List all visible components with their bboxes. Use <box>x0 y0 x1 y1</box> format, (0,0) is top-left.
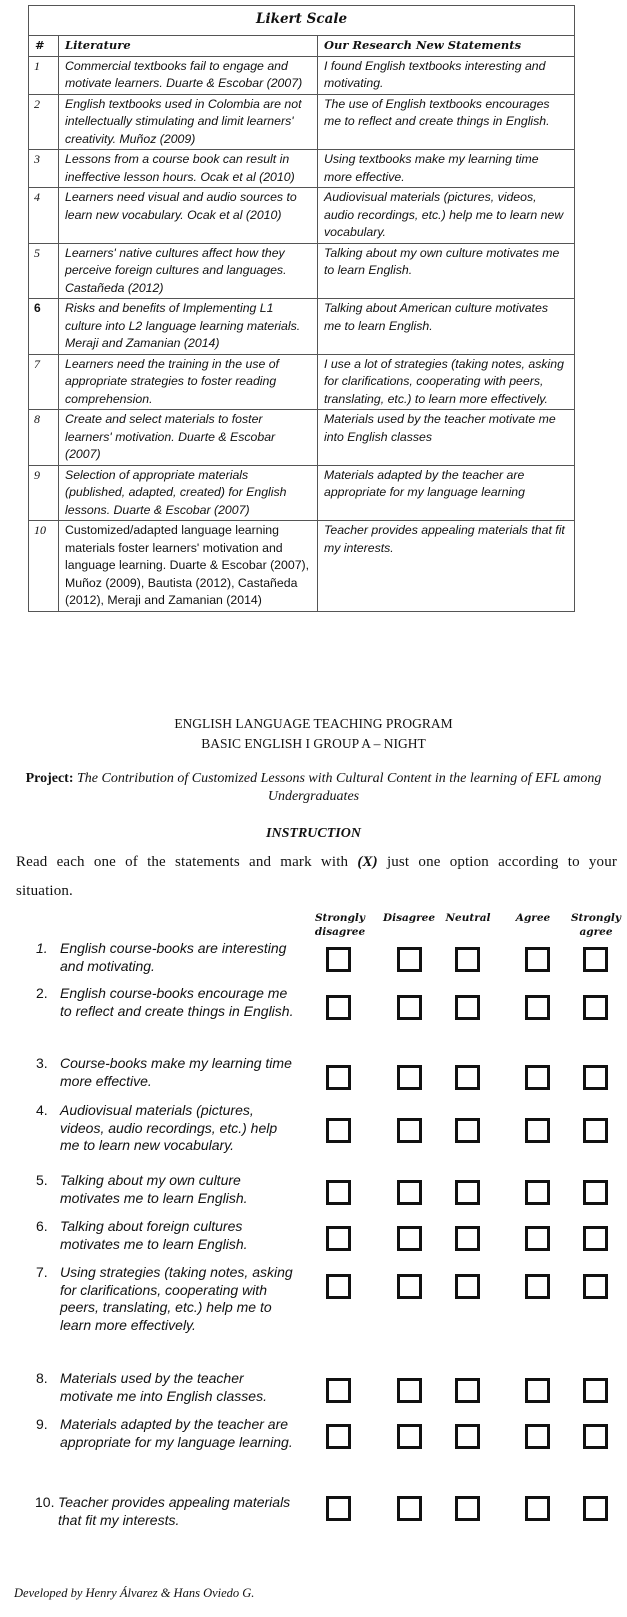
likert-scale-table <box>28 5 575 612</box>
checkbox-q2-agree[interactable] <box>525 995 550 1020</box>
literature-cell: Learners need visual and audio sources to learn new vocabulary. Ocak et al (2010) <box>59 188 318 244</box>
literature-cell: Learners need the training in the use of appropriate strategies to foster reading comprehension. <box>59 354 318 410</box>
checkbox-q7-agree[interactable] <box>525 1274 550 1299</box>
checkbox-q2-strongly-disagree[interactable] <box>326 995 351 1020</box>
checkbox-q6-disagree[interactable] <box>397 1226 422 1251</box>
question-number: 10. <box>35 1494 55 1510</box>
row-number: 10 <box>29 521 59 612</box>
question-text: English course-books encourage me to reflect and create things in English. <box>60 985 294 1019</box>
checkbox-q4-neutral[interactable] <box>455 1118 480 1143</box>
question-item-6 <box>36 1218 298 1253</box>
checkbox-q7-strongly-disagree[interactable] <box>326 1274 351 1299</box>
row-number: 2 <box>29 94 59 150</box>
question-item-3 <box>36 1055 298 1090</box>
checkbox-q6-neutral[interactable] <box>455 1226 480 1251</box>
checkbox-q6-strongly-agree[interactable] <box>583 1226 608 1251</box>
statement-cell: I use a lot of strategies (taking notes, asking for clarifications, cooperating with peers, translating, etc.) to learn more effectively. <box>318 354 575 410</box>
question-item-9 <box>36 1416 298 1451</box>
literature-cell: Selection of appropriate materials (published, adapted, created) for English lessons. Duarte & Escobar (2007) <box>59 465 318 521</box>
table-title-row <box>29 6 575 36</box>
checkbox-q9-strongly-agree[interactable] <box>583 1424 608 1449</box>
statement-cell: Talking about my own culture motivates me to learn English. <box>318 243 575 299</box>
row-number: 1 <box>29 56 59 94</box>
table-row <box>29 94 575 150</box>
checkbox-q6-strongly-disagree[interactable] <box>326 1226 351 1251</box>
checkbox-q5-strongly-agree[interactable] <box>583 1180 608 1205</box>
question-item-8 <box>36 1370 298 1405</box>
question-text: Materials used by the teacher motivate me into English classes. <box>60 1370 267 1404</box>
table-row <box>29 188 575 244</box>
table-row <box>29 410 575 466</box>
checkbox-q5-neutral[interactable] <box>455 1180 480 1205</box>
checkbox-q6-agree[interactable] <box>525 1226 550 1251</box>
table-row <box>29 465 575 521</box>
literature-cell: Learners' native cultures affect how they perceive foreign cultures and languages. Castañeda (2012) <box>59 243 318 299</box>
checkbox-q10-agree[interactable] <box>525 1496 550 1521</box>
question-number: 5. <box>36 1172 48 1188</box>
checkbox-q9-neutral[interactable] <box>455 1424 480 1449</box>
checkbox-q9-strongly-disagree[interactable] <box>326 1424 351 1449</box>
checkbox-q5-agree[interactable] <box>525 1180 550 1205</box>
checkbox-q8-strongly-disagree[interactable] <box>326 1378 351 1403</box>
checkbox-q9-agree[interactable] <box>525 1424 550 1449</box>
checkbox-q4-strongly-disagree[interactable] <box>326 1118 351 1143</box>
checkbox-q4-disagree[interactable] <box>397 1118 422 1143</box>
literature-cell: Commercial textbooks fail to engage and motivate learners. Duarte & Escobar (2007) <box>59 56 318 94</box>
question-number: 9. <box>36 1416 48 1432</box>
question-item-2 <box>36 985 298 1020</box>
row-number: 8 <box>29 410 59 466</box>
checkbox-q3-strongly-disagree[interactable] <box>326 1065 351 1090</box>
checkbox-q2-strongly-agree[interactable] <box>583 995 608 1020</box>
scale-header-disagree: Disagree <box>382 912 436 924</box>
project-label: Project <box>25 771 69 786</box>
statement-cell: Teacher provides appealing materials that fit my interests. <box>318 521 575 612</box>
checkbox-q1-disagree[interactable] <box>397 947 422 972</box>
question-number: 4. <box>36 1102 48 1118</box>
checkbox-q10-disagree[interactable] <box>397 1496 422 1521</box>
statement-cell: I found English textbooks interesting and motivating. <box>318 56 575 94</box>
project-title: The Contribution of Customized Lessons with Cultural Content in the learning of EFL among Undergraduates <box>77 771 602 804</box>
question-text: Materials adapted by the teacher are appropriate for my language learning. <box>60 1416 293 1450</box>
x-mark: (X) <box>357 854 378 870</box>
literature-cell: Customized/adapted language learning materials foster learners' motivation and language learning. Duarte & Escobar (2007), Muñoz (2009), Bautista (2012), Castañeda (2012), Meraji and Zamanian (2014) <box>59 521 318 612</box>
statement-cell: Materials adapted by the teacher are appropriate for my language learning <box>318 465 575 521</box>
statement-cell: Using textbooks make my learning time more effective. <box>318 150 575 188</box>
checkbox-q7-strongly-agree[interactable] <box>583 1274 608 1299</box>
footer-credit: Developed by Henry Álvarez & Hans Oviedo G. <box>14 1586 255 1600</box>
scale-header-agree: Agree <box>515 912 551 924</box>
row-number: 3 <box>29 150 59 188</box>
table-row <box>29 354 575 410</box>
checkbox-q9-disagree[interactable] <box>397 1424 422 1449</box>
checkbox-q3-strongly-agree[interactable] <box>583 1065 608 1090</box>
checkbox-q10-strongly-agree[interactable] <box>583 1496 608 1521</box>
table-title: Likert Scale <box>29 6 575 36</box>
row-number: 5 <box>29 243 59 299</box>
statement-cell: The use of English textbooks encourages me to reflect and create things in English. <box>318 94 575 150</box>
literature-cell: English textbooks used in Colombia are not intellectually stimulating and limit learners' creativity. Muñoz (2009) <box>59 94 318 150</box>
scale-header-neutral: Neutral <box>445 912 491 924</box>
statement-cell: Materials used by the teacher motivate me into English classes <box>318 410 575 466</box>
checkbox-q3-agree[interactable] <box>525 1065 550 1090</box>
column-header-statements: Our Research New Statements <box>318 36 575 57</box>
checkbox-q7-neutral[interactable] <box>455 1274 480 1299</box>
row-number: 9 <box>29 465 59 521</box>
table-row <box>29 56 575 94</box>
question-text: Audiovisual materials (pictures, videos, audio recordings, etc.) help me to learn new vocabulary. <box>60 1102 278 1153</box>
checkbox-q3-neutral[interactable] <box>455 1065 480 1090</box>
question-number: 6. <box>36 1218 48 1234</box>
checkbox-q10-neutral[interactable] <box>455 1496 480 1521</box>
scale-header-strongly-disagree: Strongly disagree <box>314 912 366 938</box>
instruction-text: Read each one of the statements and mark with (X) just one option according to your situation. <box>16 854 617 899</box>
table-row <box>29 521 575 612</box>
question-number: 2. <box>36 985 48 1001</box>
literature-cell: Risks and benefits of Implementing L1 culture into L2 language learning materials. Meraji and Zamanian (2014) <box>59 299 318 355</box>
table-row <box>29 243 575 299</box>
checkbox-q2-neutral[interactable] <box>455 995 480 1020</box>
literature-cell: Lessons from a course book can result in ineffective lesson hours. Ocak et al (2010) <box>59 150 318 188</box>
program-group: BASIC ENGLISH I GROUP A – NIGHT <box>201 736 426 751</box>
checkbox-q4-strongly-agree[interactable] <box>583 1118 608 1143</box>
question-number: 1. <box>36 940 48 956</box>
checkbox-q5-disagree[interactable] <box>397 1180 422 1205</box>
checkbox-q5-strongly-disagree[interactable] <box>326 1180 351 1205</box>
checkbox-q1-strongly-agree[interactable] <box>583 947 608 972</box>
question-text: Talking about my own culture motivates me to learn English. <box>60 1172 248 1206</box>
question-number: 8. <box>36 1370 48 1386</box>
checkbox-q2-disagree[interactable] <box>397 995 422 1020</box>
question-item-1 <box>36 940 298 975</box>
row-number: 4 <box>29 188 59 244</box>
question-item-10 <box>36 1494 298 1529</box>
statement-cell: Talking about American culture motivates me to learn English. <box>318 299 575 355</box>
scale-header-strongly-agree: Strongly agree <box>570 912 622 938</box>
question-item-7 <box>36 1264 298 1334</box>
checkbox-q7-disagree[interactable] <box>397 1274 422 1299</box>
question-item-5 <box>36 1172 298 1207</box>
checkbox-q1-neutral[interactable] <box>455 947 480 972</box>
question-text: Teacher provides appealing materials that fit my interests. <box>58 1494 291 1528</box>
checkbox-q1-strongly-disagree[interactable] <box>326 947 351 972</box>
checkbox-q4-agree[interactable] <box>525 1118 550 1143</box>
checkbox-q8-agree[interactable] <box>525 1378 550 1403</box>
table-row <box>29 299 575 355</box>
table-row <box>29 150 575 188</box>
question-number: 3. <box>36 1055 48 1071</box>
question-item-4 <box>36 1102 298 1155</box>
column-header-number: # <box>29 36 59 57</box>
checkbox-q8-neutral[interactable] <box>455 1378 480 1403</box>
question-text: English course-books are interesting and motivating. <box>60 940 287 974</box>
question-text: Course-books make my learning time more effective. <box>60 1055 292 1089</box>
instruction-title: INSTRUCTION <box>266 826 361 841</box>
column-header-literature: Literature <box>59 36 318 57</box>
table-header-row <box>29 36 575 57</box>
project-heading: Project: The Contribution of Customized Lessons with Cultural Content in the learning of EFL among Undergraduates <box>25 771 602 804</box>
checkbox-q8-strongly-agree[interactable] <box>583 1378 608 1403</box>
program-title: ENGLISH LANGUAGE TEACHING PROGRAM <box>174 716 453 731</box>
question-text: Using strategies (taking notes, asking for clarifications, cooperating with peers, translating, etc.) help me to learn more effectively. <box>60 1264 293 1333</box>
literature-cell: Create and select materials to foster learners' motivation. Duarte & Escobar (2007) <box>59 410 318 466</box>
question-text: Talking about foreign cultures motivates me to learn English. <box>60 1218 248 1252</box>
row-number: 7 <box>29 354 59 410</box>
statement-cell: Audiovisual materials (pictures, videos, audio recordings, etc.) help me to learn new vocabulary. <box>318 188 575 244</box>
checkbox-q10-strongly-disagree[interactable] <box>326 1496 351 1521</box>
checkbox-q8-disagree[interactable] <box>397 1378 422 1403</box>
checkbox-q1-agree[interactable] <box>525 947 550 972</box>
row-number: 6 <box>29 299 59 355</box>
question-number: 7. <box>36 1264 48 1280</box>
checkbox-q3-disagree[interactable] <box>397 1065 422 1090</box>
